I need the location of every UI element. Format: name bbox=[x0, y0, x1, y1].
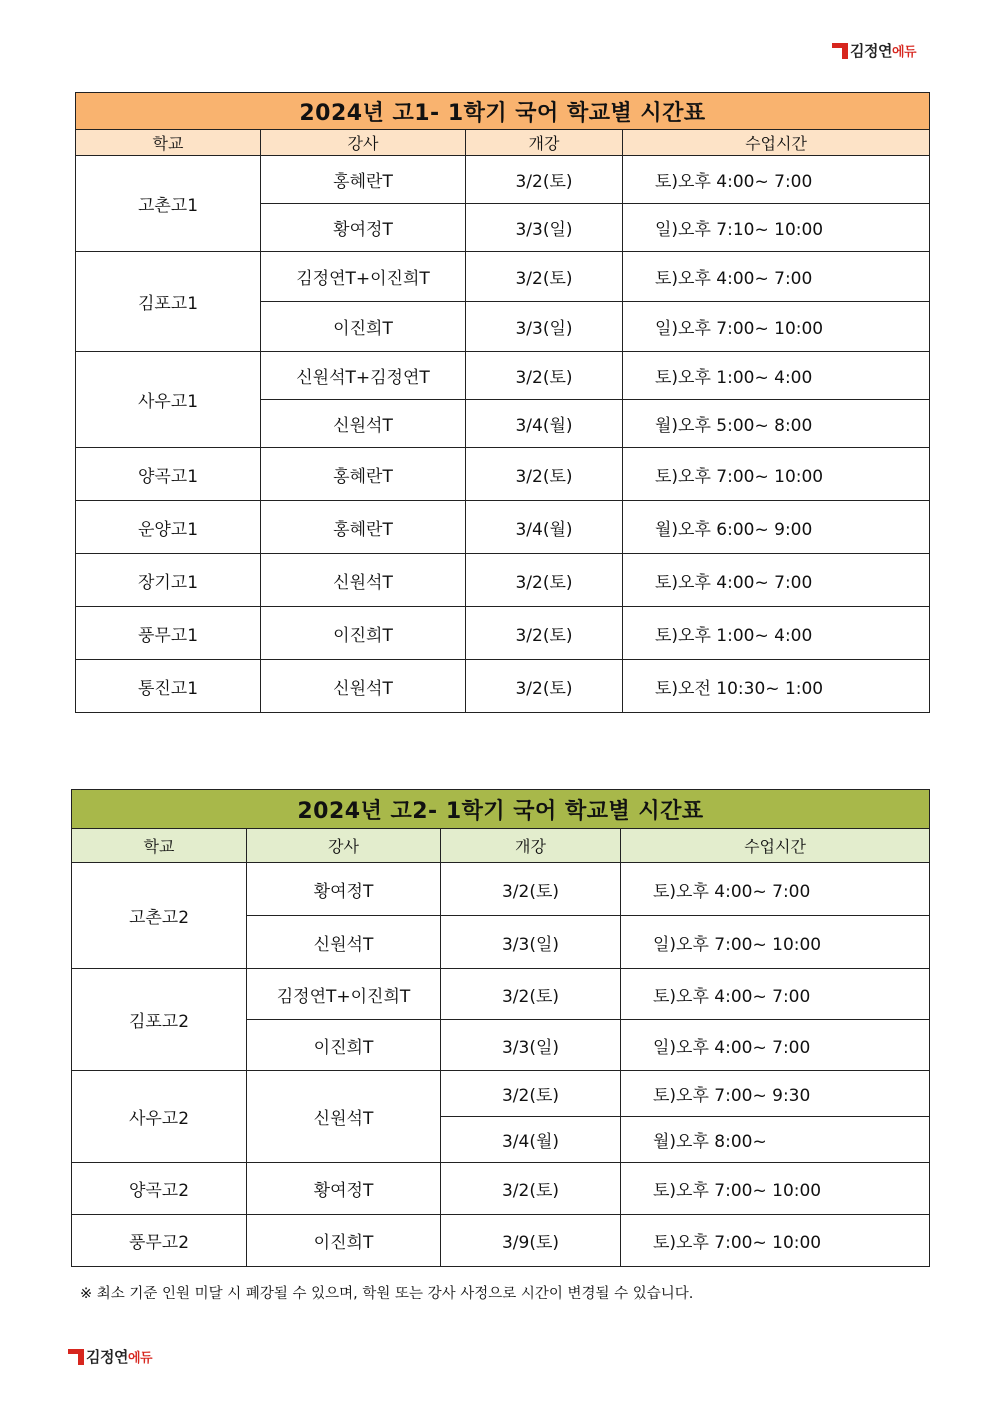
brand-name: 김정연 bbox=[850, 42, 892, 60]
school-cell: 풍무고2 bbox=[72, 1215, 247, 1267]
start-cell: 3/2(토) bbox=[466, 448, 623, 501]
footnote: ※ 최소 기준 인원 미달 시 폐강될 수 있으며, 학원 또는 강사 사정으로 시간이 변경될 수 있습니다. bbox=[80, 1286, 694, 1302]
teacher-cell: 이진희T bbox=[261, 607, 466, 660]
teacher-cell: 황여정T bbox=[261, 204, 466, 252]
start-cell: 3/2(토) bbox=[466, 607, 623, 660]
time-cell: 토)오후 4:00~ 7:00 bbox=[623, 554, 930, 607]
brand-logo bbox=[832, 40, 916, 61]
time-cell: 일)오후 7:00~ 10:00 bbox=[621, 916, 930, 969]
start-cell: 3/2(토) bbox=[466, 252, 623, 302]
start-cell: 3/2(토) bbox=[441, 1071, 621, 1117]
header-teacher: 강사 bbox=[247, 829, 441, 863]
time-cell: 토)오전 10:30~ 1:00 bbox=[623, 660, 930, 713]
teacher-cell: 홍혜란T bbox=[261, 156, 466, 204]
time-cell: 월)오후 6:00~ 9:00 bbox=[623, 501, 930, 554]
school-cell: 양곡고2 bbox=[72, 1163, 247, 1215]
header-start: 개강 bbox=[466, 130, 623, 156]
table-row bbox=[76, 448, 930, 501]
header-start: 개강 bbox=[441, 829, 621, 863]
school-cell: 양곡고1 bbox=[76, 448, 261, 501]
teacher-cell: 김정연T+이진희T bbox=[261, 252, 466, 302]
school-cell: 운양고1 bbox=[76, 501, 261, 554]
school-cell: 통진고1 bbox=[76, 660, 261, 713]
start-cell: 3/3(일) bbox=[466, 302, 623, 352]
teacher-cell: 이진희T bbox=[247, 1215, 441, 1267]
time-cell: 일)오후 7:00~ 10:00 bbox=[623, 302, 930, 352]
header-school: 학교 bbox=[72, 829, 247, 863]
teacher-cell: 신원석T bbox=[261, 400, 466, 448]
brand-logo bbox=[68, 1346, 152, 1367]
school-cell: 사우고1 bbox=[76, 352, 261, 448]
table-title: 2024년 고1- 1학기 국어 학교별 시간표 bbox=[76, 93, 930, 130]
start-cell: 3/3(일) bbox=[441, 916, 621, 969]
time-cell: 토)오후 1:00~ 4:00 bbox=[623, 607, 930, 660]
brand-suffix: 에듀 bbox=[891, 45, 917, 60]
start-cell: 3/2(토) bbox=[466, 554, 623, 607]
time-cell: 일)오후 7:10~ 10:00 bbox=[623, 204, 930, 252]
time-cell: 토)오후 7:00~ 10:00 bbox=[623, 448, 930, 501]
time-cell: 토)오후 7:00~ 10:00 bbox=[621, 1163, 930, 1215]
start-cell: 3/4(월) bbox=[441, 1117, 621, 1163]
table-row bbox=[76, 660, 930, 713]
teacher-cell: 김정연T+이진희T bbox=[247, 969, 441, 1020]
time-cell: 토)오후 7:00~ 9:30 bbox=[621, 1071, 930, 1117]
time-cell: 월)오후 5:00~ 8:00 bbox=[623, 400, 930, 448]
time-cell: 월)오후 8:00~ bbox=[621, 1117, 930, 1163]
start-cell: 3/2(토) bbox=[441, 863, 621, 916]
time-cell: 일)오후 4:00~ 7:00 bbox=[621, 1020, 930, 1071]
table-row bbox=[72, 969, 930, 1020]
header-school: 학교 bbox=[76, 130, 261, 156]
teacher-cell: 홍혜란T bbox=[261, 448, 466, 501]
brand-suffix: 에듀 bbox=[127, 1351, 153, 1366]
table-row bbox=[76, 607, 930, 660]
teacher-cell: 홍혜란T bbox=[261, 501, 466, 554]
table-row bbox=[76, 554, 930, 607]
start-cell: 3/9(토) bbox=[441, 1215, 621, 1267]
time-cell: 토)오후 1:00~ 4:00 bbox=[623, 352, 930, 400]
start-cell: 3/2(토) bbox=[466, 660, 623, 713]
brand-mark-icon bbox=[832, 43, 848, 59]
header-time: 수업시간 bbox=[623, 130, 930, 156]
table-row bbox=[72, 1215, 930, 1267]
brand-name: 김정연 bbox=[86, 1348, 128, 1366]
school-cell: 풍무고1 bbox=[76, 607, 261, 660]
teacher-cell: 신원석T+김정연T bbox=[261, 352, 466, 400]
time-cell: 토)오후 4:00~ 7:00 bbox=[621, 863, 930, 916]
time-cell: 토)오후 7:00~ 10:00 bbox=[621, 1215, 930, 1267]
time-cell: 토)오후 4:00~ 7:00 bbox=[621, 969, 930, 1020]
start-cell: 3/3(일) bbox=[466, 204, 623, 252]
schedule-table-grade1 bbox=[75, 92, 930, 713]
table-row bbox=[76, 501, 930, 554]
time-cell: 토)오후 4:00~ 7:00 bbox=[623, 156, 930, 204]
school-cell: 사우고2 bbox=[72, 1071, 247, 1163]
brand-mark-icon bbox=[68, 1349, 84, 1365]
school-cell: 장기고1 bbox=[76, 554, 261, 607]
school-cell: 고촌고2 bbox=[72, 863, 247, 969]
start-cell: 3/3(일) bbox=[441, 1020, 621, 1071]
header-teacher: 강사 bbox=[261, 130, 466, 156]
table-row bbox=[72, 863, 930, 916]
school-cell: 김포고1 bbox=[76, 252, 261, 352]
teacher-cell: 황여정T bbox=[247, 1163, 441, 1215]
table-row bbox=[72, 1071, 930, 1117]
table-row bbox=[76, 156, 930, 204]
teacher-cell: 신원석T bbox=[247, 1071, 441, 1163]
table-row bbox=[72, 1163, 930, 1215]
teacher-cell: 신원석T bbox=[261, 660, 466, 713]
teacher-cell: 신원석T bbox=[247, 916, 441, 969]
teacher-cell: 신원석T bbox=[261, 554, 466, 607]
table-title: 2024년 고2- 1학기 국어 학교별 시간표 bbox=[72, 790, 930, 829]
teacher-cell: 황여정T bbox=[247, 863, 441, 916]
start-cell: 3/2(토) bbox=[466, 352, 623, 400]
start-cell: 3/4(월) bbox=[466, 400, 623, 448]
teacher-cell: 이진희T bbox=[261, 302, 466, 352]
teacher-cell: 이진희T bbox=[247, 1020, 441, 1071]
schedule-table-grade2 bbox=[71, 789, 930, 1267]
start-cell: 3/2(토) bbox=[441, 969, 621, 1020]
table-row bbox=[76, 252, 930, 302]
school-cell: 김포고2 bbox=[72, 969, 247, 1071]
table-row bbox=[76, 352, 930, 400]
school-cell: 고촌고1 bbox=[76, 156, 261, 252]
header-time: 수업시간 bbox=[621, 829, 930, 863]
start-cell: 3/2(토) bbox=[466, 156, 623, 204]
time-cell: 토)오후 4:00~ 7:00 bbox=[623, 252, 930, 302]
start-cell: 3/4(월) bbox=[466, 501, 623, 554]
start-cell: 3/2(토) bbox=[441, 1163, 621, 1215]
